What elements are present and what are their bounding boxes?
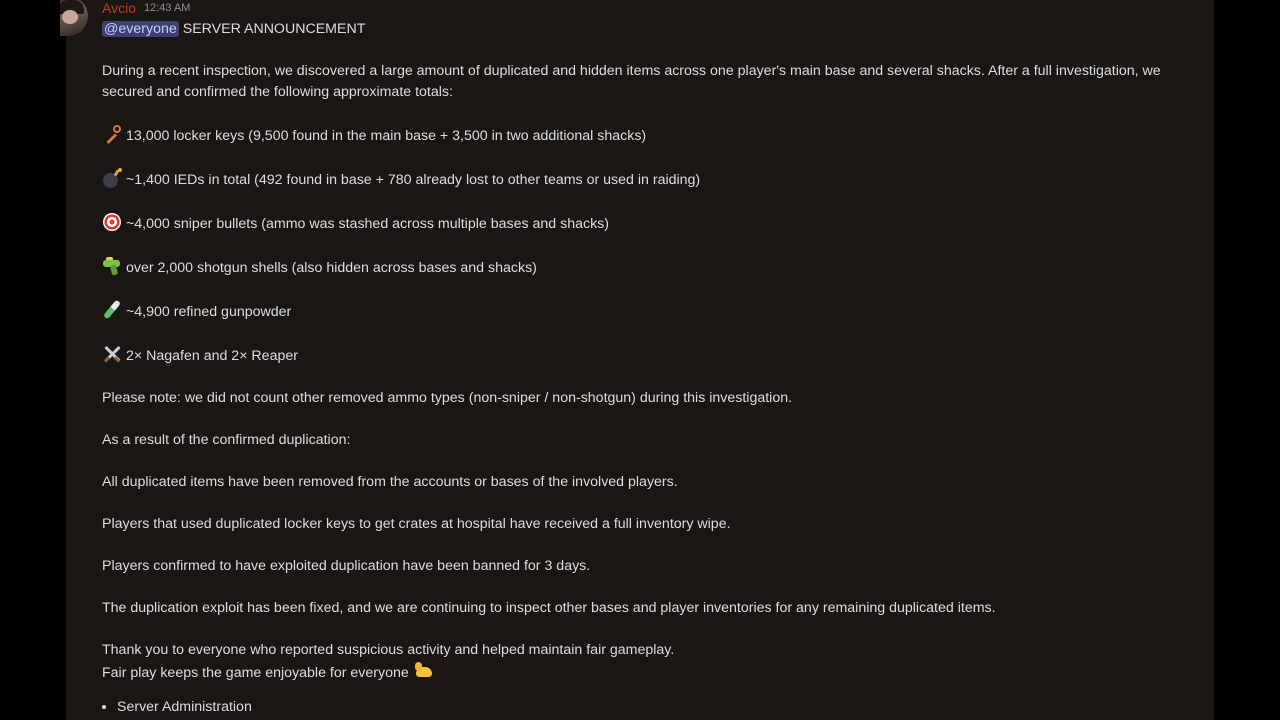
- water-gun-icon: [102, 256, 122, 276]
- list-item: [102, 300, 1202, 323]
- list-item: [102, 124, 1202, 147]
- crossed-swords-icon: [102, 344, 122, 364]
- avatar-face: [62, 10, 78, 24]
- item-text: ~1,400 IEDs in total (492 found in base + 780 already lost to other teams or used in raiding): [126, 172, 701, 188]
- result-paragraph: Players that used duplicated locker keys to get crates at hospital have received a full inventory wipe.: [102, 516, 731, 532]
- list-item: [102, 212, 1202, 235]
- message-timestamp[interactable]: 12:43 AM: [143, 2, 191, 14]
- list-item: [102, 256, 1202, 279]
- bomb-icon: [102, 168, 122, 188]
- item-text: ~4,900 refined gunpowder: [126, 304, 292, 320]
- result-paragraph: All duplicated items have been removed from the accounts or bases of the involved players.: [102, 474, 678, 490]
- message-header: [102, 0, 190, 16]
- note-paragraph: Please note: we did not count other removed ammo types (non-sniper / non-shotgun) during this investigation.: [102, 390, 793, 406]
- item-text: ~4,000 sniper bullets (ammo was stashed across multiple bases and shacks): [126, 216, 610, 232]
- flexed-biceps-icon: [413, 661, 433, 681]
- result-heading: As a result of the confirmed duplication:: [102, 432, 351, 448]
- test-tube-icon: [102, 300, 122, 320]
- item-text: 2× Nagafen and 2× Reaper: [126, 348, 298, 364]
- item-text: 13,000 locker keys (9,500 found in the main base + 3,500 in two additional shacks): [126, 128, 647, 144]
- list-item: • Server Administration: [117, 697, 1202, 718]
- fair-play-text: Fair play keeps the game enjoyable for everyone: [102, 665, 409, 681]
- message-content: [102, 19, 1202, 718]
- target-icon: [102, 212, 122, 232]
- result-paragraph: Players confirmed to have exploited duplication have been banned for 3 days.: [102, 558, 591, 574]
- item-text: over 2,000 shotgun shells (also hidden across bases and shacks): [126, 260, 537, 276]
- author-name[interactable]: Avcio: [102, 0, 136, 16]
- signature-list: [102, 697, 1202, 718]
- everyone-mention[interactable]: @everyone: [104, 21, 177, 37]
- key-icon: [102, 124, 122, 144]
- fair-play-line: [102, 661, 1202, 684]
- announcement-line: [102, 19, 1202, 40]
- thanks-paragraph: Thank you to everyone who reported suspicious activity and helped maintain fair gameplay.: [102, 642, 675, 658]
- intro-paragraph: During a recent inspection, we discovered a large amount of duplicated and hidden items across one player's main base and several shacks. After a full investigation, we secured and confirmed the following approximate totals:: [102, 63, 1161, 100]
- announcement-heading: SERVER ANNOUNCEMENT: [182, 21, 366, 37]
- list-item: [102, 344, 1202, 367]
- list-item: [102, 168, 1202, 191]
- result-paragraph: The duplication exploit has been fixed, and we are continuing to inspect other bases and player inventories for any remaining duplicated items.: [102, 600, 996, 616]
